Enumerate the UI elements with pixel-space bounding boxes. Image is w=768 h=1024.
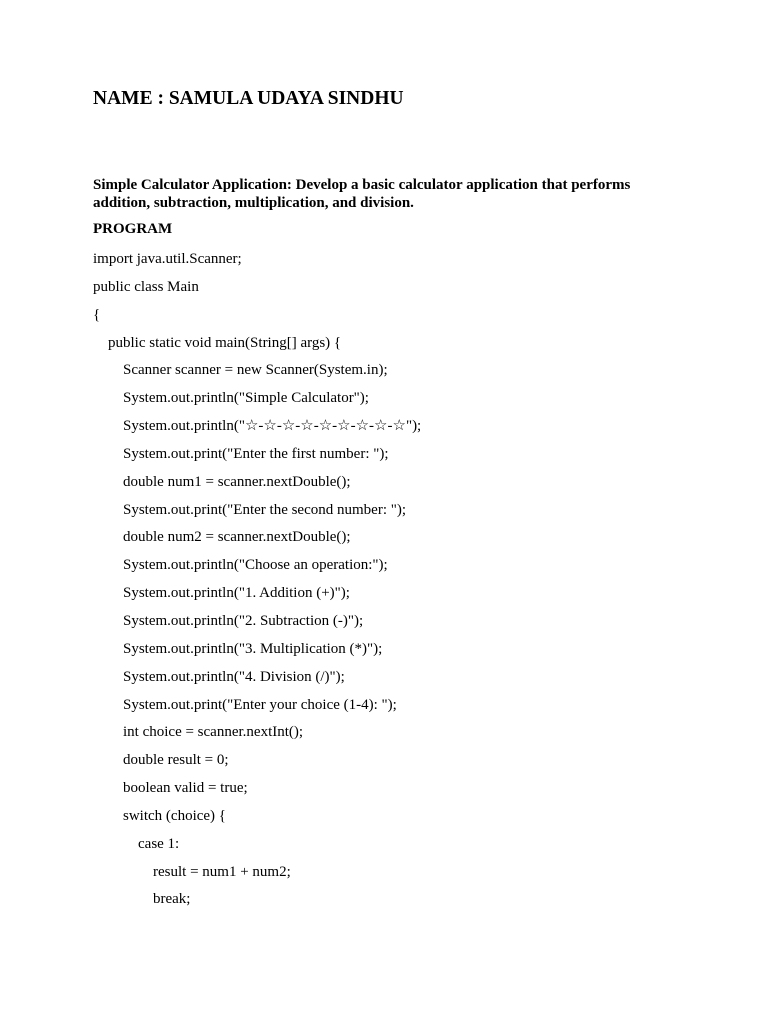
code-line: break; (93, 891, 191, 908)
code-listing (93, 249, 421, 917)
student-name-heading: NAME : SAMULA UDAYA SINDHU (93, 88, 404, 109)
code-line: System.out.println("Simple Calculator"); (93, 390, 369, 407)
code-line: switch (choice) { (93, 807, 226, 824)
code-line: System.out.println("3. Multiplication (*)"); (93, 640, 383, 657)
code-line: System.out.println("☆-☆-☆-☆-☆-☆-☆-☆-☆"); (93, 418, 422, 435)
code-line: double num2 = scanner.nextDouble(); (93, 529, 351, 546)
code-line: case 1: (93, 835, 180, 852)
code-line: double num1 = scanner.nextDouble(); (93, 473, 351, 490)
code-line: System.out.print("Enter your choice (1-4): "); (93, 696, 397, 713)
code-line: public static void main(String[] args) { (93, 334, 342, 351)
code-line: double result = 0; (93, 752, 229, 769)
code-line: System.out.println("1. Addition (+)"); (93, 585, 350, 602)
code-line: System.out.print("Enter the first number: "); (93, 445, 389, 462)
code-line: import java.util.Scanner; (93, 251, 242, 267)
code-line: Scanner scanner = new Scanner(System.in); (93, 362, 388, 379)
code-line: System.out.println("4. Division (/)"); (93, 668, 345, 685)
code-line: { (93, 306, 101, 323)
code-line: System.out.print("Enter the second number: "); (93, 501, 407, 518)
code-line: boolean valid = true; (93, 780, 248, 797)
task-description: Simple Calculator Application: Develop a basic calculator application that performs addition, subtraction, multiplication, and division. (93, 177, 631, 211)
code-line: int choice = scanner.nextInt(); (93, 724, 304, 741)
code-line: public class Main (93, 278, 199, 295)
code-line: result = num1 + num2; (93, 863, 291, 880)
code-line: System.out.println("2. Subtraction (-)"); (93, 612, 364, 629)
code-line: System.out.println("Choose an operation:"); (93, 557, 388, 574)
program-label: PROGRAM (93, 221, 173, 237)
